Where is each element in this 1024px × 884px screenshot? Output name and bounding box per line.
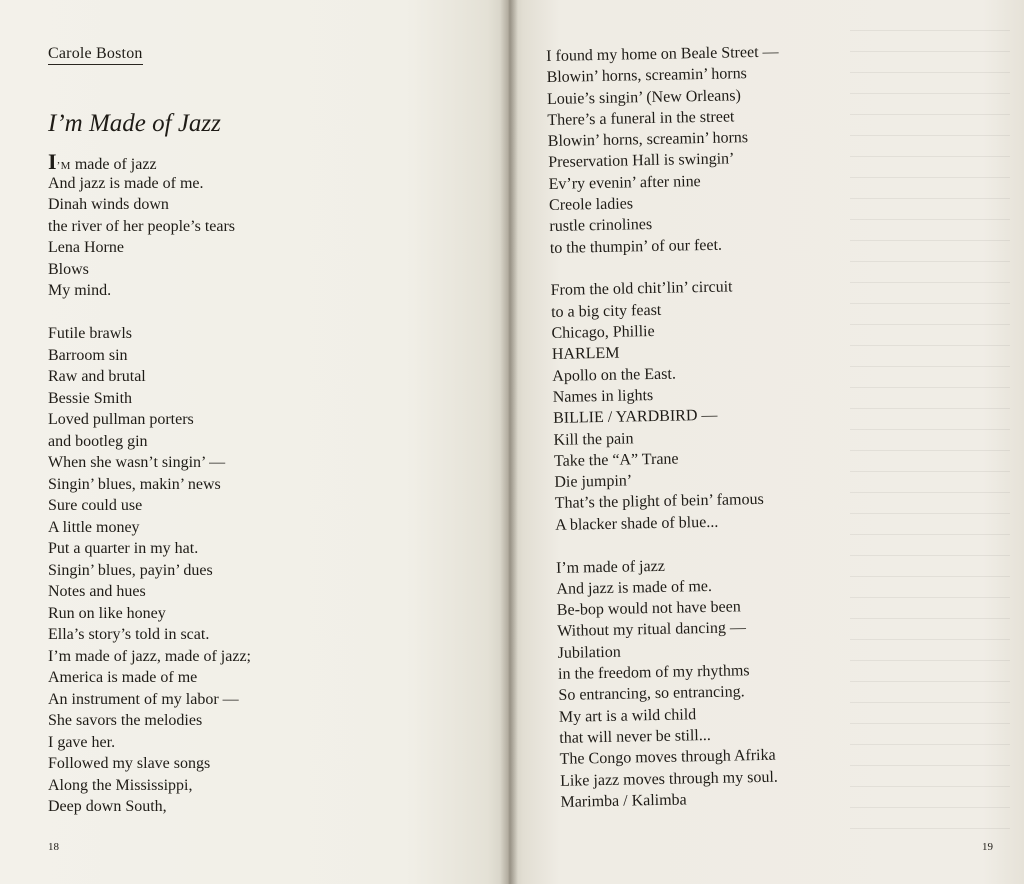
poem-line: America is made of me	[48, 669, 198, 686]
poem-line: Kill the pain	[553, 429, 634, 449]
poem-line: A little money	[48, 518, 140, 536]
poem-line: Blowin’ horns, screamin’ horns	[546, 65, 748, 87]
poem-line: Take the “A” Trane	[553, 450, 679, 470]
poem-line: in the freedom of my rhythms	[557, 662, 750, 683]
poem-line: And jazz is made of me.	[48, 174, 204, 192]
poem-line: Like jazz moves through my soul.	[559, 768, 778, 790]
poem-line: Louie’s singin’ (New Orleans)	[546, 86, 742, 108]
poem-line: My mind.	[48, 282, 112, 299]
poem-line: I’m made of jazz	[555, 557, 665, 577]
poem-line: I gave her.	[48, 733, 116, 751]
poem-line: Futile brawls	[48, 325, 132, 342]
poem-line: Raw and brutal	[48, 368, 146, 385]
poem-line: Marimba / Kalimba	[560, 791, 687, 811]
show-through-text	[850, 30, 1010, 830]
poem-line: HARLEM	[551, 345, 620, 364]
poem-line: Singin’ blues, payin’ dues	[48, 561, 213, 579]
poem-line: Notes and hues	[48, 583, 146, 600]
poem-line: A blacker shade of blue...	[555, 513, 719, 534]
poem-line: An instrument of my labor —	[48, 690, 239, 708]
poem-line: Bessie Smith	[48, 389, 133, 407]
small-caps: ’M	[56, 160, 71, 172]
stanza-break	[48, 302, 251, 324]
poem-first-line	[48, 151, 251, 173]
poem-line: Along the Mississippi,	[48, 776, 193, 794]
poem-line: Loved pullman porters	[48, 411, 194, 428]
first-line-rest: made of jazz	[70, 156, 157, 173]
poem-line: From the old chit’lin’ circuit	[550, 278, 733, 300]
left-page	[0, 0, 508, 884]
poem-title: I’m Made of Jazz	[48, 110, 221, 137]
poem-line: Deep down South,	[48, 798, 167, 815]
poem-line: Names in lights	[552, 386, 654, 406]
poem-line: I’m made of jazz, made of jazz;	[48, 647, 251, 665]
poem-line: Preservation Hall is swingin’	[548, 150, 735, 172]
poem-right-column	[546, 42, 793, 813]
poem-line: Ev’ry evenin’ after nine	[548, 172, 701, 193]
poem-line: My art is a wild child	[558, 705, 697, 726]
poem-line: Singin’ blues, makin’ news	[48, 475, 221, 493]
poem-line: Without my ritual dancing —	[557, 619, 747, 641]
poem-line: Barroom sin	[48, 346, 128, 364]
poem-line: Run on like honey	[48, 604, 166, 622]
poem-left-column	[48, 151, 251, 818]
page-number-right: 19	[982, 841, 993, 853]
poem-line: that will never be still...	[559, 726, 711, 747]
poem-line: Be-bop would not have been	[556, 598, 741, 620]
poem-line: Blows	[48, 260, 89, 278]
poem-line: BILLIE / YARDBIRD —	[552, 407, 718, 428]
poem-line: and bootleg gin	[48, 432, 148, 450]
poem-line: Jubilation	[557, 643, 621, 662]
poem-line: She savors the melodies	[48, 712, 203, 729]
poem-line: Apollo on the East.	[552, 365, 677, 385]
poem-line: Lena Horne	[48, 239, 124, 256]
poem-line: Sure could use	[48, 497, 143, 514]
poem-line: When she wasn’t singin’ —	[48, 454, 226, 471]
poem-line: The Congo moves through Afrika	[559, 746, 776, 769]
drop-cap: I	[48, 149, 57, 174]
poem-line: And jazz is made of me.	[556, 577, 713, 598]
poem-line: So entrancing, so entrancing.	[558, 683, 745, 705]
poem-line: Chicago, Phillie	[551, 323, 655, 343]
poem-line: Put a quarter in my hat.	[48, 540, 199, 557]
poem-line: the river of her people’s tears	[48, 217, 236, 235]
page-number-left: 18	[48, 841, 59, 853]
poem-line: Die jumpin’	[554, 472, 633, 492]
poem-line: That’s the plight of bein’ famous	[554, 491, 764, 513]
poem-line: Blowin’ horns, screamin’ horns	[547, 129, 749, 151]
poem-line: I found my home on Beale Street —	[546, 43, 779, 65]
poem-line: to the thumpin’ of our feet.	[549, 236, 723, 257]
poem-line: Creole ladies	[548, 195, 634, 215]
poem-line: Ella’s story’s told in scat.	[48, 626, 210, 643]
poem-line: rustle crinolines	[549, 216, 653, 236]
poem-line: to a big city feast	[550, 301, 662, 321]
book-gutter	[500, 0, 518, 884]
poem-line: Dinah winds down	[48, 196, 169, 213]
poem-line: There’s a funeral in the street	[547, 108, 735, 129]
author-name: Carole Boston	[48, 44, 143, 65]
poem-line: Followed my slave songs	[48, 755, 211, 772]
